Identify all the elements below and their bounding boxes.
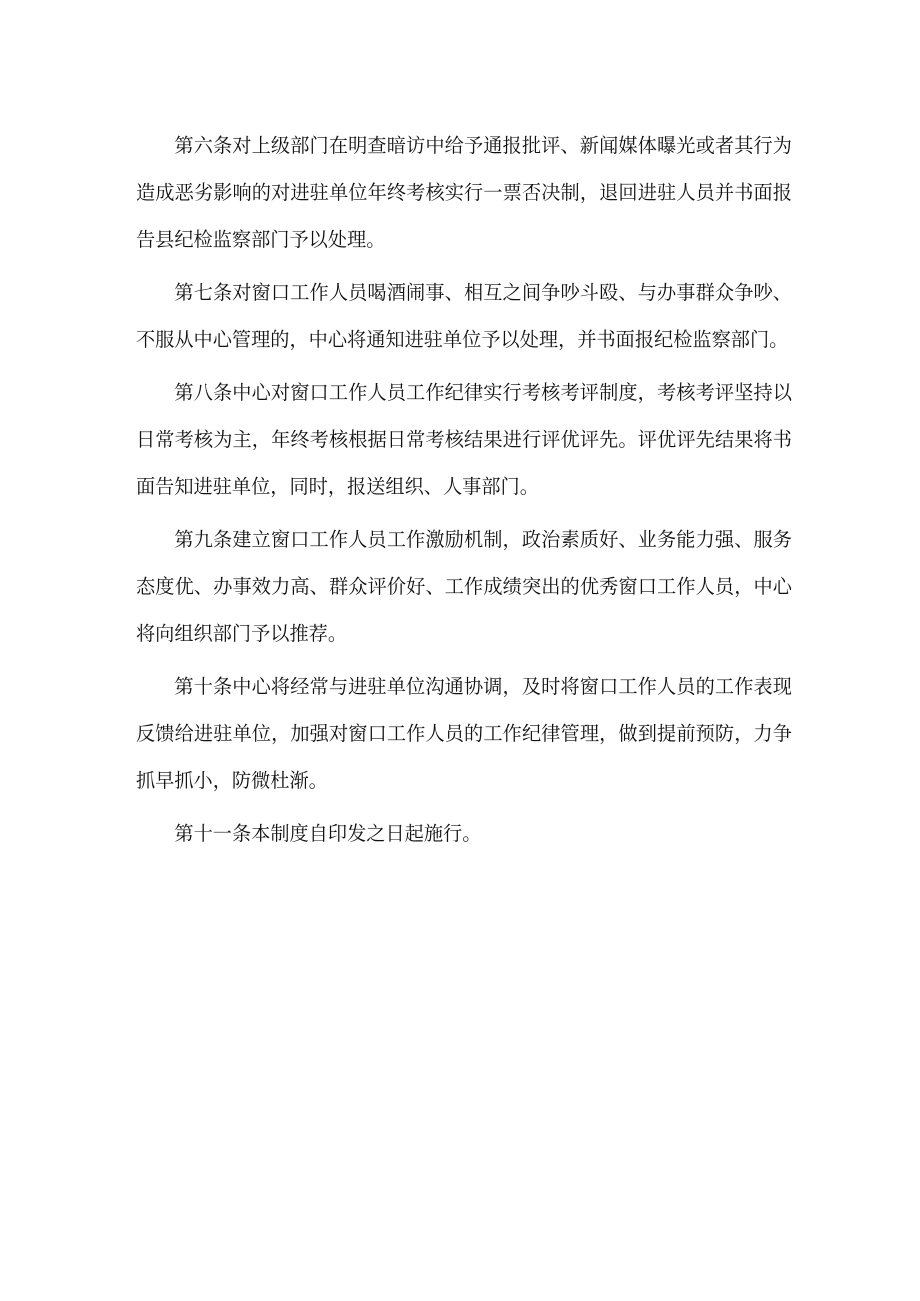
article-7-paragraph: 第七条对窗口工作人员喝酒闹事、相互之间争吵斗殴、与办事群众争吵、不服从中心管理的，中心将通知进驻单位予以处理，并书面报纪检监察部门。 (136, 281, 792, 351)
article-9-paragraph: 第九条建立窗口工作人员工作激励机制，政治素质好、业务能力强、服务态度优、办事效力高、群众评价好、工作成绩突出的优秀窗口工作人员，中心将向组织部门予以推荐。 (136, 528, 792, 645)
article-11-paragraph: 第十一条本制度自印发之日起施行。 (174, 822, 482, 845)
article-6-paragraph: 第六条对上级部门在明查暗访中给予通报批评、新闻媒体曝光或者其行为造成恶劣影响的对进驻单位年终考核实行一票否决制，退回进驻人员并书面报告县纪检监察部门予以处理。 (136, 134, 792, 251)
document-body (136, 122, 792, 863)
article-10-paragraph: 第十条中心将经常与进驻单位沟通协调，及时将窗口工作人员的工作表现反馈给进驻单位，加强对窗口工作人员的工作纪律管理，做到提前预防，力争抓早抓小，防微杜渐。 (136, 675, 792, 792)
article-8-paragraph: 第八条中心对窗口工作人员工作纪律实行考核考评制度，考核考评坚持以日常考核为主，年终考核根据日常考核结果进行评优评先。评优评先结果将书面告知进驻单位，同时，报送组织、人事部门。 (136, 381, 792, 498)
